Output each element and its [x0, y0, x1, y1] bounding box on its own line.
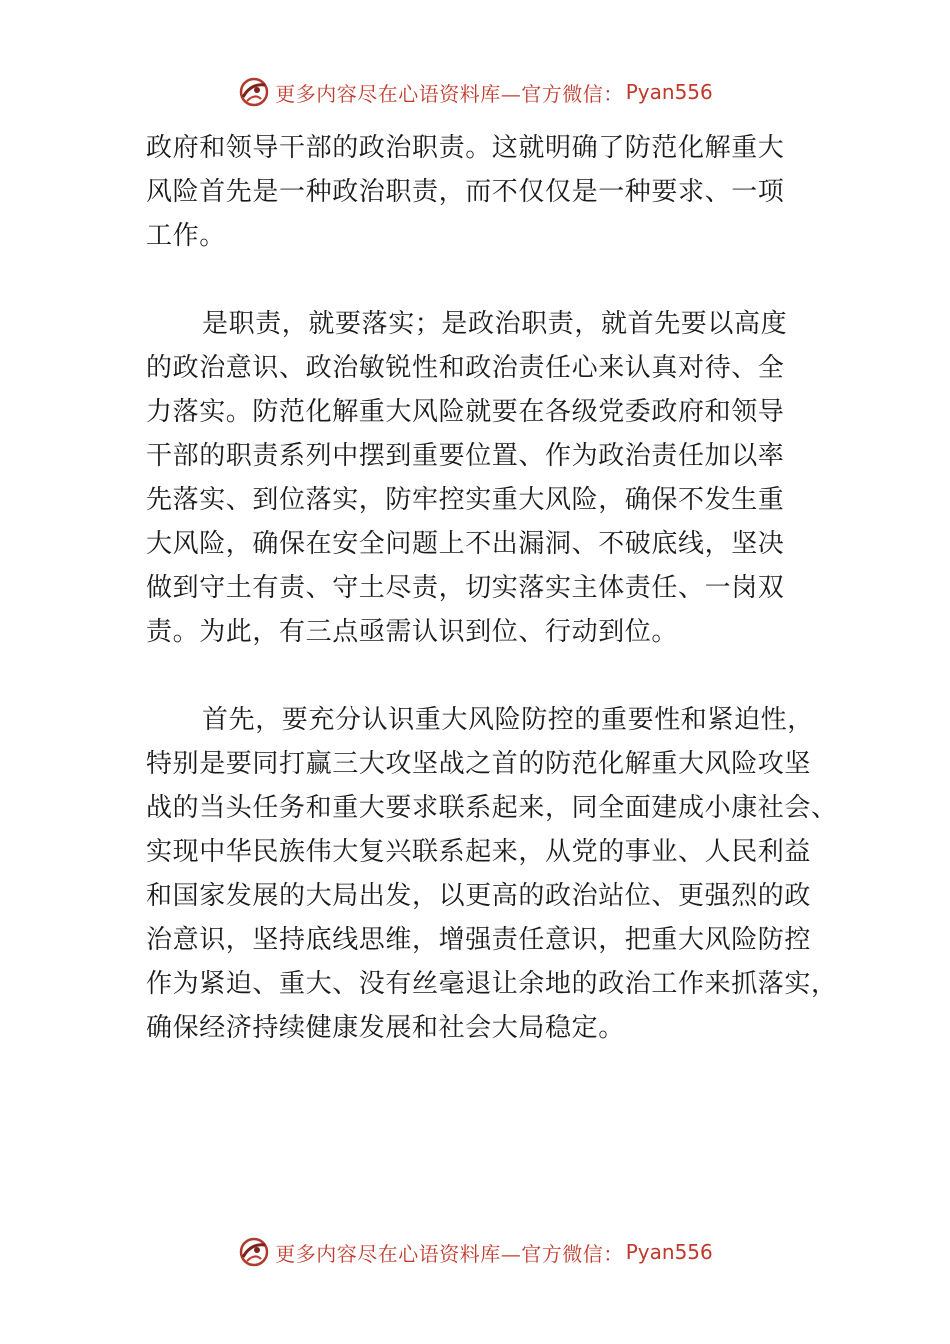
paragraph-line: 先落实、到位落实，防牢控实重大风险，确保不发生重 — [146, 485, 785, 515]
header-text: 更多内容尽在心语资料库—官方微信： — [275, 81, 624, 106]
paragraph-2 — [146, 302, 836, 654]
paragraph-line: 实现中华民族伟大复兴联系起来，从党的事业、人民利益 — [146, 837, 812, 867]
logo-icon — [237, 75, 271, 109]
paragraph-line: 作为紧迫、重大、没有丝毫退让余地的政治工作来抓落实， — [146, 969, 838, 999]
paragraph-line: 做到守土有责、守土尽责，切实落实主体责任、一岗双 — [146, 573, 785, 603]
paragraph-line: 力落实。防范化解重大风险就要在各级党委政府和领导 — [146, 397, 785, 427]
header-banner — [0, 72, 950, 112]
paragraph-line: 是职责，就要落实；是政治职责，就首先要以高度 — [202, 309, 788, 339]
document-body — [146, 126, 836, 1050]
logo-icon — [237, 1235, 271, 1269]
paragraph-line: 的政治意识、政治敏锐性和政治责任心来认真对待、全 — [146, 353, 785, 383]
paragraph-gap — [146, 258, 836, 302]
paragraph-line: 首先，要充分认识重大风险防控的重要性和紧迫性， — [202, 705, 814, 735]
footer-text: 更多内容尽在心语资料库—官方微信： — [275, 1241, 624, 1266]
paragraph-line: 政府和领导干部的政治职责。这就明确了防范化解重大 — [146, 133, 785, 163]
paragraph-line: 风险首先是一种政治职责，而不仅仅是一种要求、一项 — [146, 177, 785, 207]
paragraph-line: 和国家发展的大局出发，以更高的政治站位、更强烈的政 — [146, 881, 812, 911]
paragraph-line: 治意识，坚持底线思维，增强责任意识，把重大风险防控 — [146, 925, 812, 955]
paragraph-line: 战的当头任务和重大要求联系起来，同全面建成小康社会、 — [146, 793, 838, 823]
footer-wechat-id: Pyan556 — [625, 1240, 713, 1264]
paragraph-line: 工作。 — [146, 221, 226, 251]
paragraph-line: 特别是要同打赢三大攻坚战之首的防范化解重大风险攻坚 — [146, 749, 812, 779]
footer-banner — [0, 1232, 950, 1272]
paragraph-line: 大风险，确保在安全问题上不出漏洞、不破底线，坚决 — [146, 529, 785, 559]
paragraph-line: 干部的职责系列中摆到重要位置、作为政治责任加以率 — [146, 441, 785, 471]
header-wechat-id: Pyan556 — [625, 80, 713, 104]
paragraph-3 — [146, 698, 836, 1050]
paragraph-line: 确保经济持续健康发展和社会大局稳定。 — [146, 1013, 625, 1043]
paragraph-gap — [146, 654, 836, 698]
paragraph-1 — [146, 126, 836, 258]
paragraph-line: 责。为此，有三点亟需认识到位、行动到位。 — [146, 617, 679, 647]
